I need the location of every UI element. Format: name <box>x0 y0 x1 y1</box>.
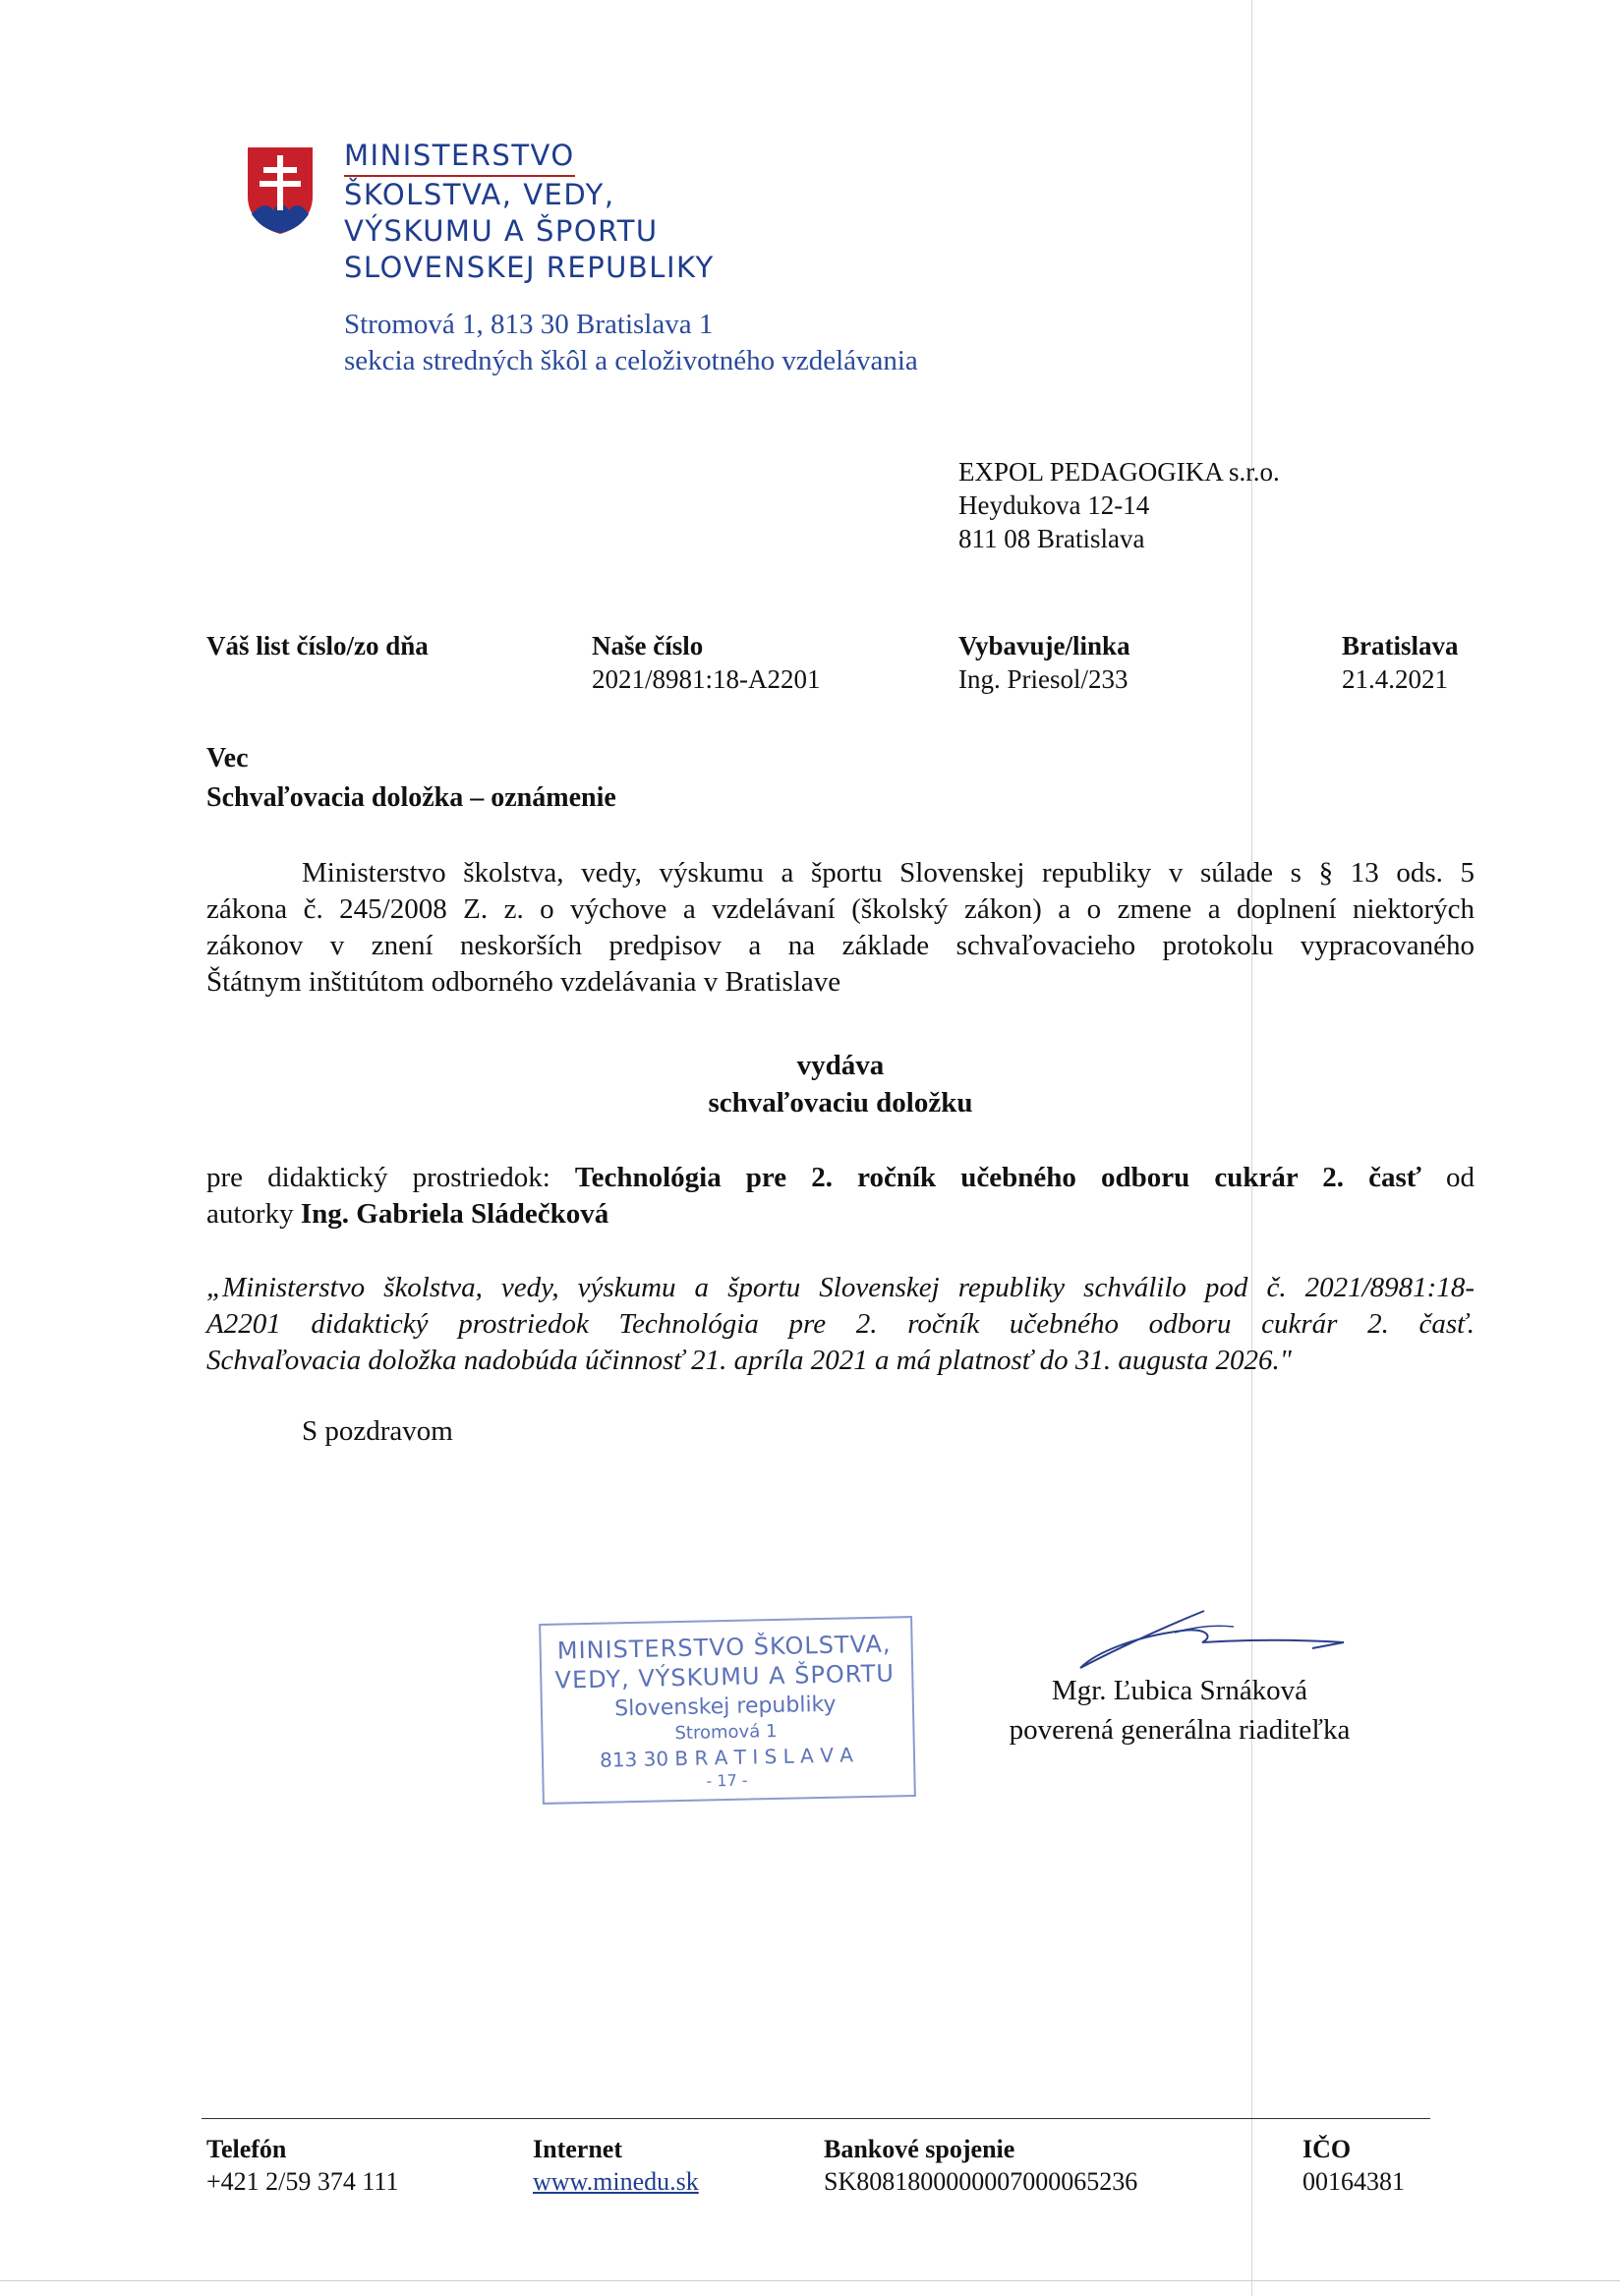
recipient-address <box>958 455 1280 555</box>
footer-website-link[interactable]: www.minedu.sk <box>533 2167 699 2196</box>
subject-label: Vec <box>206 743 249 774</box>
stamp-line: VEDY, VÝSKUMU A ŠPORTU <box>554 1659 896 1694</box>
scan-bottom-line <box>0 2280 1620 2281</box>
intro-paragraph <box>206 855 1475 1001</box>
quote-line: „Ministerstvo školstva, vedy, výskumu a športu Slovenskej republiky schválilo pod č. 2021/8981:18- <box>206 1272 1475 1303</box>
coat-of-arms-icon <box>246 145 315 236</box>
stamp-line: Stromová 1 <box>674 1720 778 1745</box>
ref-our-number-label: Naše číslo <box>592 631 704 660</box>
didactic-paragraph <box>206 1160 1475 1233</box>
footer-ico-value: 00164381 <box>1302 2167 1405 2196</box>
for-prefix: pre didaktický prostriedok: <box>206 1162 550 1193</box>
ref-our-number <box>592 629 821 696</box>
footer-phone-value: +421 2/59 374 111 <box>206 2167 399 2196</box>
footer-phone-label: Telefón <box>206 2135 287 2163</box>
signatory <box>983 1671 1376 1750</box>
ref-place-label: Bratislava <box>1342 631 1459 660</box>
ref-handled-by <box>958 629 1130 696</box>
clause-word: schvaľovaciu doložku <box>708 1087 973 1119</box>
ministry-name <box>344 138 715 286</box>
quote-line: Schvaľovacia doložka nadobúda účinnosť 21. apríla 2021 a má platnosť do 31. augusta 2026." <box>206 1345 1292 1376</box>
didactic-line-2 <box>206 1196 1475 1233</box>
ref-your-letter-label: Váš list číslo/zo dňa <box>206 631 429 660</box>
didactic-line-1 <box>206 1160 1475 1196</box>
ref-your-letter <box>206 629 429 662</box>
signatory-name: Mgr. Ľubica Srnáková <box>1051 1675 1308 1706</box>
address-line: Stromová 1, 813 30 Bratislava 1 <box>344 309 714 340</box>
stamp-line: MINISTERSTVO ŠKOLSTVA, <box>556 1630 892 1665</box>
stamp-line: 813 30 B R A T I S L A V A <box>599 1743 854 1772</box>
footer-divider <box>202 2118 1430 2119</box>
footer-internet <box>533 2133 699 2198</box>
ministry-line-1: MINISTERSTVO <box>344 138 575 177</box>
greeting: S pozdravom <box>302 1415 453 1447</box>
ref-date <box>1342 629 1459 696</box>
for-suffix: od <box>1446 1162 1475 1193</box>
department-line: sekcia stredných škôl a celoživotného vzdelávania <box>344 345 918 376</box>
stamp-line: Slovenskej republiky <box>614 1692 837 1722</box>
footer-ico-label: IČO <box>1302 2135 1352 2163</box>
footer-internet-label: Internet <box>533 2135 622 2163</box>
subject <box>206 739 616 818</box>
official-stamp <box>539 1616 916 1806</box>
ministry-address <box>344 307 918 379</box>
intro-line: Štátnym inštitútom odborného vzdelávania v Bratislave <box>206 966 841 998</box>
for-title: Technológia pre 2. ročník učebného odboru cukrár 2. časť <box>574 1162 1421 1193</box>
ministry-line-4: SLOVENSKEJ REPUBLIKY <box>344 251 715 284</box>
ministry-line-3: VÝSKUMU A ŠPORTU <box>344 214 659 248</box>
footer-bank <box>824 2133 1137 2198</box>
intro-line: zákonov v znení neskorších predpisov a na základe schvaľovacieho protokolu vypracovaného <box>206 930 1475 961</box>
ref-date-value: 21.4.2021 <box>1342 664 1448 694</box>
approval-quote <box>206 1270 1475 1379</box>
footer-bank-value: SK8081800000007000065236 <box>824 2167 1138 2196</box>
recipient-name: EXPOL PEDAGOGIKA s.r.o. <box>958 457 1280 487</box>
intro-line: Ministerstvo školstva, vedy, výskumu a športu Slovenskej republiky v súlade s § 13 ods. 5 <box>302 857 1475 889</box>
scan-edge-line <box>1251 0 1252 2296</box>
stamp-line: - 17 - <box>706 1770 748 1791</box>
ref-our-number-value: 2021/8981:18-A2201 <box>592 664 821 694</box>
signatory-role: poverená generálna riaditeľka <box>1009 1714 1351 1746</box>
ministry-line-2: ŠKOLSTVA, VEDY, <box>344 178 615 211</box>
ref-handled-by-value: Ing. Priesol/233 <box>958 664 1128 694</box>
issues-word: vydáva <box>796 1050 885 1081</box>
subject-title: Schvaľovacia doložka – oznámenie <box>206 782 616 813</box>
footer-phone <box>206 2133 398 2198</box>
footer-bank-label: Bankové spojenie <box>824 2135 1015 2163</box>
recipient-city: 811 08 Bratislava <box>958 524 1145 553</box>
ref-handled-by-label: Vybavuje/linka <box>958 631 1130 660</box>
footer-ico <box>1302 2133 1405 2198</box>
author-prefix: autorky <box>206 1198 294 1230</box>
quote-line: A2201 didaktický prostriedok Technológia pre 2. ročník učebného odboru cukrár 2. časť. <box>206 1308 1475 1340</box>
author-name: Ing. Gabriela Sládečková <box>300 1198 609 1230</box>
intro-line: zákona č. 245/2008 Z. z. o výchove a vzdelávaní (školský zákon) a o zmene a doplnení niektorých <box>206 893 1475 925</box>
recipient-street: Heydukova 12-14 <box>958 490 1150 520</box>
